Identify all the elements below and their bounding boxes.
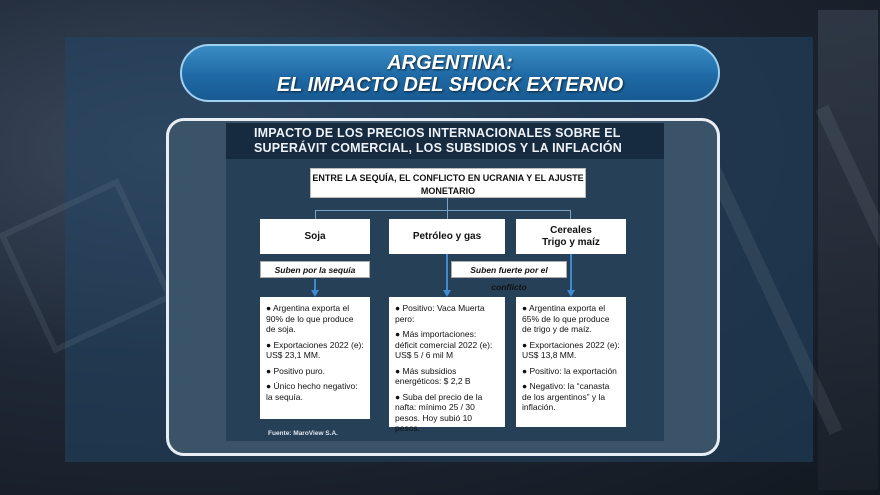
root-box-line-1: ENTRE LA SEQUÍA, EL CONFLICTO EN UCRANIA Y EL AJUSTE bbox=[312, 173, 584, 183]
category-sublabel: Trigo y maíz bbox=[542, 236, 600, 248]
category-label: Soja bbox=[304, 230, 326, 242]
connector-line bbox=[570, 210, 571, 219]
detail-petroleo-gas bbox=[389, 297, 505, 433]
detail-item: ● Suba del precio de la nafta: mínimo 25 / 30 pesos. Hoy subió 10 pesos. bbox=[395, 391, 483, 433]
category-cereales bbox=[516, 219, 626, 254]
source-note: Fuente: MaroView S.A. bbox=[268, 430, 338, 437]
title-line-2: EL IMPACTO DEL SHOCK EXTERNO bbox=[276, 74, 624, 96]
detail-soja bbox=[260, 297, 370, 419]
detail-item: ● Negativo: la “canasta de los argentinos” y la inflación. bbox=[522, 381, 610, 412]
arrow-down-icon bbox=[311, 290, 319, 297]
detail-item: ● Más importaciones: déficit comercial 2022 (e): US$ 5 / 6 mil M bbox=[395, 329, 493, 360]
detail-cereales bbox=[516, 297, 626, 427]
detail-item: ● Exportaciones 2022 (e): US$ 23,1 MM. bbox=[266, 339, 364, 360]
diagram-title-line-2: SUPERÁVIT COMERCIAL, LOS SUBSIDIOS Y LA INFLACIÓN bbox=[254, 141, 622, 155]
arrow-shaft bbox=[570, 254, 572, 291]
root-box-line-2: MONETARIO bbox=[420, 186, 476, 196]
connector-line bbox=[447, 210, 448, 219]
diagram-title-line-1: IMPACTO DE LOS PRECIOS INTERNACIONALES SOBRE EL bbox=[254, 126, 621, 140]
detail-item: ● Positivo puro. bbox=[266, 365, 325, 376]
connector-line bbox=[315, 210, 316, 219]
category-soja bbox=[260, 219, 370, 254]
detail-item: ● Único hecho negativo: la sequía. bbox=[266, 381, 358, 402]
detail-item: ● Más subsidios energéticos: $ 2,2 B bbox=[395, 365, 471, 386]
diagram-title bbox=[226, 123, 664, 159]
root-box bbox=[310, 168, 586, 198]
detail-item: ● Argentina exporta el 90% de lo que produce de soja. bbox=[266, 303, 354, 334]
category-label: Cereales bbox=[550, 224, 592, 236]
arrow-shaft bbox=[446, 254, 448, 291]
title-line-1: ARGENTINA: bbox=[387, 52, 513, 74]
detail-item: ● Exportaciones 2022 (e): US$ 13,8 MM. bbox=[522, 339, 620, 360]
tag-conflicto: Suben fuerte por el conflicto bbox=[451, 261, 567, 278]
page-title bbox=[180, 44, 720, 102]
arrow-down-icon bbox=[443, 290, 451, 297]
tag-soja: Suben por la sequía bbox=[260, 261, 370, 278]
category-petroleo-gas bbox=[389, 219, 505, 254]
detail-item: ● Positivo: la exportación bbox=[522, 365, 617, 376]
detail-item: ● Positivo: Vaca Muerta pero: bbox=[395, 303, 485, 324]
arrow-down-icon bbox=[567, 290, 575, 297]
detail-item: ● Argentina exporta el 65% de lo que produce de trigo y de maíz. bbox=[522, 303, 610, 334]
connector-line bbox=[315, 210, 571, 211]
connector-line bbox=[447, 198, 448, 210]
category-label: Petróleo y gas bbox=[412, 230, 482, 242]
